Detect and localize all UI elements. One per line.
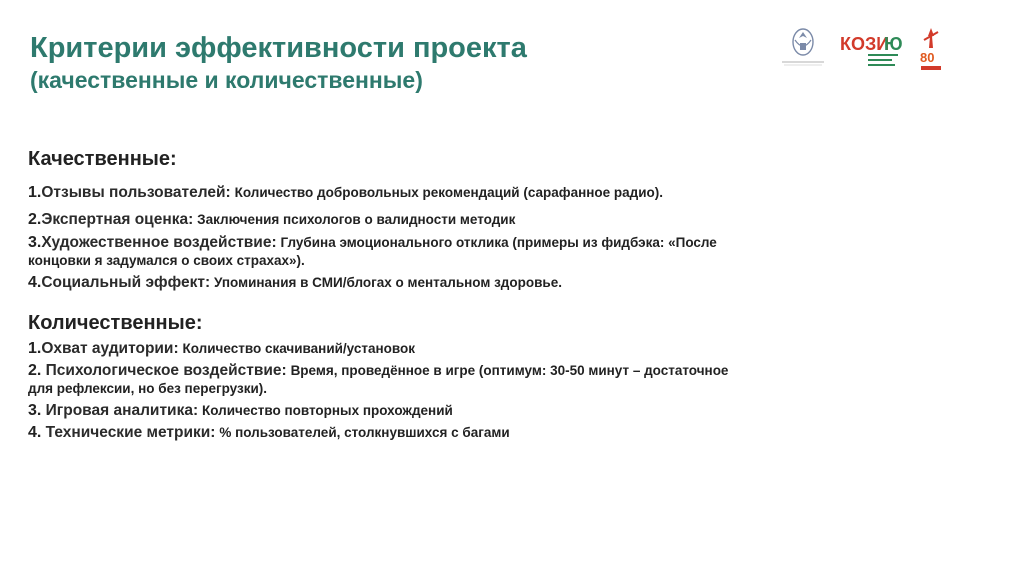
- item-text: Заключения психологов о валидности методик: [197, 212, 516, 227]
- item-number: 1.: [28, 184, 42, 201]
- item-text: % пользователей, столкнувшихся с багами: [219, 425, 510, 440]
- item-text: Количество повторных прохождений: [202, 403, 453, 418]
- item-text-continued: концовки я задумался о своих страхах»).: [28, 253, 305, 268]
- qualitative-section: [28, 148, 717, 292]
- victory-80-logo: [918, 26, 944, 79]
- item-number: 4.: [28, 424, 42, 441]
- item-text: Количество скачиваний/установок: [182, 341, 415, 356]
- slide-title: [30, 30, 527, 95]
- item-text: Количество добровольных рекомендаций (сарафанное радио).: [234, 185, 664, 200]
- svg-text:Ю: Ю: [884, 34, 903, 54]
- item-label: Экспертная оценка:: [41, 211, 194, 228]
- title-line-1: Критерии эффективности проекта: [30, 32, 527, 64]
- ministry-of-culture-logo: [778, 26, 828, 73]
- quantitative-list: [28, 339, 728, 442]
- item-number: 3.: [28, 402, 42, 419]
- list-item: [28, 339, 728, 358]
- item-number: 2.: [28, 362, 42, 379]
- item-label: Художественное воздействие:: [41, 234, 277, 251]
- list-item: [28, 183, 717, 202]
- item-number: 2.: [28, 211, 42, 228]
- item-label: Охват аудитории:: [41, 340, 179, 357]
- item-number: 3.: [28, 234, 42, 251]
- item-number: 4.: [28, 274, 42, 291]
- svg-text:80: 80: [920, 50, 935, 65]
- list-item: [28, 401, 728, 420]
- item-label: Психологическое воздействие:: [41, 362, 287, 379]
- victory-monument-icon: [918, 26, 944, 74]
- partner-logos: [778, 26, 948, 76]
- qualitative-heading: Качественные:: [28, 148, 177, 170]
- item-text: Глубина эмоционального отклика (примеры из фидбэка: «После: [280, 235, 717, 250]
- item-text-continued: для рефлексии, но без перегрузки).: [28, 381, 268, 396]
- double-headed-eagle-icon: [778, 26, 828, 68]
- list-item: [28, 361, 728, 398]
- list-item: [28, 233, 717, 270]
- title-line-2: (качественные и количественные): [30, 67, 423, 94]
- qualitative-list: [28, 183, 717, 292]
- kozio-logo: [838, 26, 903, 77]
- item-text: Время, проведённое в игре (оптимум: 30-50 минут – достаточное: [290, 363, 729, 378]
- svg-text:КОЗИ: КОЗИ: [840, 34, 890, 54]
- item-label: Отзывы пользователей:: [41, 184, 231, 201]
- item-number: 1.: [28, 340, 42, 357]
- list-item: [28, 273, 717, 292]
- list-item: [28, 210, 717, 229]
- list-item: [28, 423, 728, 442]
- quantitative-heading: Количественные:: [28, 312, 203, 334]
- item-label: Социальный эффект:: [41, 274, 211, 291]
- item-label: Игровая аналитика:: [41, 402, 199, 419]
- item-label: Технические метрики:: [41, 424, 216, 441]
- quantitative-section: [28, 312, 728, 442]
- item-text: Упоминания в СМИ/блогах о ментальном здоровье.: [214, 275, 562, 290]
- kozio-wordmark-icon: [838, 26, 903, 72]
